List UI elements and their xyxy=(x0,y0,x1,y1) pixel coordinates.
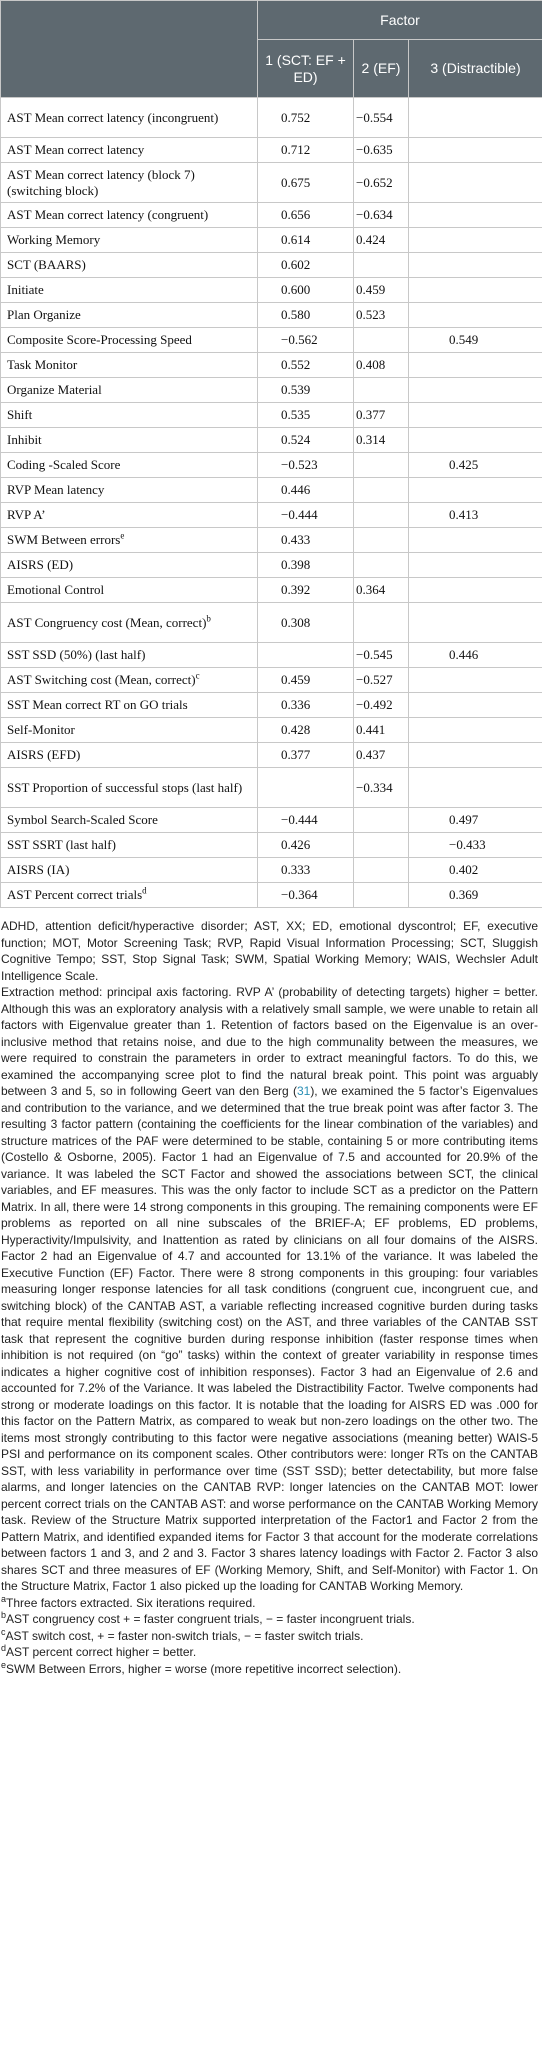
footnote xyxy=(1,1661,538,1678)
footnote-text: AST percent correct higher = better. xyxy=(6,1645,197,1659)
loading-factor-2: −0.527 xyxy=(354,668,409,693)
table-header xyxy=(1,1,542,98)
footnote-mark: b xyxy=(1,1610,7,1620)
row-label xyxy=(1,858,258,883)
loading-factor-2 xyxy=(354,603,409,643)
loading-factor-3: 0.497 xyxy=(409,808,542,833)
loading-factor-2: −0.334 xyxy=(354,768,409,808)
row-label-text: Working Memory xyxy=(7,232,101,247)
loading-factor-2 xyxy=(354,453,409,478)
row-label-text: AISRS (ED) xyxy=(7,557,74,572)
loading-factor-3 xyxy=(409,553,542,578)
row-label xyxy=(1,303,258,328)
loading-factor-2: −0.635 xyxy=(354,138,409,163)
loading-factor-3 xyxy=(409,278,542,303)
table-row xyxy=(1,743,542,768)
table-row xyxy=(1,833,542,858)
row-label xyxy=(1,883,258,908)
loading-factor-1: 0.377 xyxy=(258,743,354,768)
row-label xyxy=(1,253,258,278)
row-label-text: SST Mean correct RT on GO trials xyxy=(7,697,188,712)
table-row xyxy=(1,528,542,553)
loading-factor-1 xyxy=(258,768,354,808)
footnote-marker: d xyxy=(142,885,147,896)
loading-factor-3: 0.425 xyxy=(409,453,542,478)
table-row xyxy=(1,163,542,203)
loading-factor-2 xyxy=(354,378,409,403)
footnote-text: SWM Between Errors, higher = worse (more repetitive incorrect selection). xyxy=(6,1661,402,1676)
loading-factor-1: 0.428 xyxy=(258,718,354,743)
loading-factor-3: 0.402 xyxy=(409,858,542,883)
header-factor-1: 1 (SCT: EF + ED) xyxy=(258,40,354,98)
loading-factor-2: 0.314 xyxy=(354,428,409,453)
loading-factor-3 xyxy=(409,768,542,808)
footnote-mark: d xyxy=(1,1643,7,1653)
loading-factor-2: −0.492 xyxy=(354,693,409,718)
loading-factor-2: −0.634 xyxy=(354,203,409,228)
loading-factor-3 xyxy=(409,578,542,603)
loading-factor-1: 0.535 xyxy=(258,403,354,428)
loading-factor-2: 0.408 xyxy=(354,353,409,378)
loading-factor-3 xyxy=(409,743,542,768)
table-row xyxy=(1,138,542,163)
loading-factor-3 xyxy=(409,668,542,693)
loading-factor-3: 0.446 xyxy=(409,643,542,668)
loading-factor-1: −0.562 xyxy=(258,328,354,353)
loading-factor-2 xyxy=(354,253,409,278)
loading-factor-1: −0.523 xyxy=(258,453,354,478)
table-row xyxy=(1,328,542,353)
row-label-text: AISRS (IA) xyxy=(7,862,70,877)
loading-factor-2: 0.377 xyxy=(354,403,409,428)
table-row xyxy=(1,253,542,278)
table-row xyxy=(1,883,542,908)
row-label xyxy=(1,603,258,643)
loading-factor-1: 0.614 xyxy=(258,228,354,253)
footnote-mark: e xyxy=(1,1659,7,1670)
row-label xyxy=(1,643,258,668)
table-row xyxy=(1,503,542,528)
row-label xyxy=(1,718,258,743)
footnote-text: AST switch cost, + = faster non-switch trials, − = faster switch trials. xyxy=(5,1628,364,1643)
loading-factor-2: 0.523 xyxy=(354,303,409,328)
method-note-part-1: Extraction method: principal axis factoring. RVP A’ (probability of detecting targets) higher = better. Although this was an exploratory analysis with a relatively small sample, we were unable to retain all factors with Eigenvalue greater than 1. Retention of factors based on the Eigenvalue is an over-inclusive method that retains noise, and due to the high communality between the measures, we were required to constrain the parameters in order to extract meaningful factors. To do this, we examined the accompanying scree plot to find the natural break point. This point was arguably between 3 and 5, so in following Geert van den Berg ( xyxy=(1,985,538,1098)
loading-factor-1: 0.580 xyxy=(258,303,354,328)
row-label-text: Organize Material xyxy=(7,382,102,397)
row-label-text: RVP A’ xyxy=(7,507,46,522)
row-label xyxy=(1,163,258,203)
table-row xyxy=(1,478,542,503)
loading-factor-1: 0.675 xyxy=(258,163,354,203)
loading-factor-3 xyxy=(409,253,542,278)
row-label xyxy=(1,478,258,503)
row-label xyxy=(1,378,258,403)
table-row xyxy=(1,693,542,718)
header-blank-cell xyxy=(1,1,258,98)
row-label-text: Composite Score-Processing Speed xyxy=(7,332,192,347)
row-label xyxy=(1,278,258,303)
loading-factor-3 xyxy=(409,228,542,253)
loading-factor-3 xyxy=(409,693,542,718)
table-row xyxy=(1,228,542,253)
abbreviations-note: ADHD, attention deficit/hyperactive disorder; AST, XX; ED, emotional dyscontrol; EF, executive function; MOT, Motor Screening Task; RVP, Rapid Visual Information Processing; SCT, Sluggish Cognitive Tempo; SST, Stop Signal Task; SWM, Spatial Working Memory; WAIS, Wechsler Adult Intelligence Scale. xyxy=(1,919,538,983)
row-label-text: Inhibit xyxy=(7,432,42,447)
row-label-text: RVP Mean latency xyxy=(7,482,105,497)
row-label xyxy=(1,768,258,808)
loading-factor-3 xyxy=(409,138,542,163)
table-row xyxy=(1,378,542,403)
row-label-text: AST Switching cost (Mean, correct) xyxy=(7,672,196,687)
loading-factor-3: −0.433 xyxy=(409,833,542,858)
loading-factor-2: 0.437 xyxy=(354,743,409,768)
loading-factor-3: 0.413 xyxy=(409,503,542,528)
loading-factor-3 xyxy=(409,203,542,228)
row-label-text: SST SSRT (last half) xyxy=(7,837,116,852)
footnote-text: Three factors extracted. Six iterations required. xyxy=(6,1595,256,1610)
loading-factor-3 xyxy=(409,603,542,643)
method-note xyxy=(1,984,538,1595)
row-label-text: Initiate xyxy=(7,282,44,297)
header-factor-group: Factor xyxy=(258,1,542,40)
loading-factor-1: −0.444 xyxy=(258,808,354,833)
row-label-text: Shift xyxy=(7,407,33,422)
loading-factor-3 xyxy=(409,478,542,503)
loading-factor-3 xyxy=(409,303,542,328)
loading-factor-1: 0.336 xyxy=(258,693,354,718)
table-row xyxy=(1,668,542,693)
table-row xyxy=(1,718,542,743)
loading-factor-2: −0.652 xyxy=(354,163,409,203)
table-row xyxy=(1,403,542,428)
table-row xyxy=(1,453,542,478)
loading-factor-2 xyxy=(354,478,409,503)
row-label xyxy=(1,833,258,858)
table-row xyxy=(1,428,542,453)
row-label xyxy=(1,98,258,138)
table-row xyxy=(1,578,542,603)
loading-factor-3: 0.369 xyxy=(409,883,542,908)
loading-factor-3 xyxy=(409,353,542,378)
row-label-text: AST Percent correct trials xyxy=(7,887,143,902)
table-row xyxy=(1,353,542,378)
footnote xyxy=(1,1644,538,1661)
row-label-text: AST Mean correct latency xyxy=(7,142,145,157)
factor-loading-table xyxy=(0,0,542,908)
table-row xyxy=(1,98,542,138)
loading-factor-1: 0.524 xyxy=(258,428,354,453)
table-row xyxy=(1,858,542,883)
row-label-text: AST Mean correct latency (block 7) (switching block) xyxy=(7,166,195,198)
loading-factor-1: 0.433 xyxy=(258,528,354,553)
row-label-text: SST Proportion of successful stops (last half) xyxy=(7,779,243,795)
row-label-text: SCT (BAARS) xyxy=(7,257,86,272)
row-label xyxy=(1,403,258,428)
footnote xyxy=(1,1611,538,1628)
row-label xyxy=(1,228,258,253)
loading-factor-1 xyxy=(258,643,354,668)
table-row xyxy=(1,553,542,578)
table-row xyxy=(1,768,542,808)
loading-factor-2: 0.441 xyxy=(354,718,409,743)
row-label-text: Coding -Scaled Score xyxy=(7,457,121,472)
loading-factor-2: 0.424 xyxy=(354,228,409,253)
method-note-part-2: ), we examined the 5 factor’s Eigenvalues and contribution to the variance, and we determined that the true break point was after factor 3. The resulting 3 factor pattern (containing the coefficients for the linear combination of the variables) and structure matrices of the PAF were determined to be stable, containing 5 or more contributing items (Costello & Osborne, 2005). Factor 1 had an Eigenvalue of 7.5 and accounted for 20.9% of the variance. It was labeled the SCT Factor and showed the associations between SCT, the clinical variables, and EF measures. This was the only factor to include SCT as a predictor on the Pattern Matrix. In all, there were 14 strong components in this grouping. The remaining components were EF problems as reported on all nine subscales of the BRIEF-A; EF problems, ED problems, Hyperactivity/Impulsivity, and Inattention as rated by clinicians on all four domains of the AISRS. Factor 2 had an Eigenvalue of 4.7 and accounted for 13.1% of the variance. It was labeled the Executive Function (EF) Factor. There were 8 strong components in this grouping: four variables measuring longer response latencies for all task conditions (congruent cue, incongruent cue, and switching block) of the CANTAB AST, a variable reflecting increased cognitive burden during tasks that require mental flexibility (switching cost) on the AST, and three variables of the CANTAB SST task that represent the cognitive burden during response inhibition (faster response times when inhibition is not required (on “go” tasks) within the context of greater variability in response times indicates a higher cognitive cost of inhibition responses). Factor 3 had an Eigenvalue of 2.6 and accounted for 7.2% of the Variance. It was labeled the Distractibility Factor. Twelve components had strong or moderate loadings on this factor. It is notable that the loading for AISRS ED was .000 for this factor on the Pattern Matrix, as compared to weak but non-zero loadings on the other two. The items most strongly contributing to this factor were negative associations (meaning better) WAIS-5 PSI and performance on its component scales. Other contributors were: longer RTs on the CANTAB SST, with less variability in performance over time (SST SSD); better detectability, but more false alarms, and longer latencies on the CANTAB RVP: longer latencies on the CANTAB MOT: lower percent correct trials on the CANTAB AST: and worse performance on the CANTAB Working Memory task. Review of the Structure Matrix supported interpretation of the Factor1 and Factor 2 from the Pattern Matrix, and identified expanded items for Factor 3 that account for the moderate correlations between factors 1 and 3, and 2 and 3. Factor 3 shares latency loadings with Factor 2. Factor 3 also shares SCT and three measures of EF (Working Memory, Shift, and Self-Monitor) with Factor 1. On the Structure Matrix, Factor 1 also picked up the loading for CANTAB Working Memory. xyxy=(1,1084,538,1593)
row-label xyxy=(1,668,258,693)
table-row xyxy=(1,808,542,833)
row-label xyxy=(1,743,258,768)
table-notes xyxy=(0,908,542,1677)
loading-factor-1: 0.426 xyxy=(258,833,354,858)
row-label xyxy=(1,328,258,353)
footnote-text: AST congruency cost + = faster congruent trials, − = faster incongruent trials. xyxy=(6,1612,415,1626)
row-label-text: AISRS (EFD) xyxy=(7,747,81,762)
table-row xyxy=(1,303,542,328)
header-factor-2: 2 (EF) xyxy=(354,40,409,98)
row-label-text: Plan Organize xyxy=(7,307,81,322)
table-row xyxy=(1,603,542,643)
footnote xyxy=(1,1628,538,1645)
row-label xyxy=(1,578,258,603)
row-label xyxy=(1,428,258,453)
loading-factor-2 xyxy=(354,808,409,833)
loading-factor-3 xyxy=(409,528,542,553)
table-row xyxy=(1,203,542,228)
loading-factor-1: 0.446 xyxy=(258,478,354,503)
row-label xyxy=(1,203,258,228)
row-label-text: SST SSD (50%) (last half) xyxy=(7,647,146,662)
row-label-text: Self-Monitor xyxy=(7,722,75,737)
loading-factor-3 xyxy=(409,378,542,403)
table-row xyxy=(1,643,542,668)
loading-factor-1: 0.600 xyxy=(258,278,354,303)
loading-factor-1: 0.712 xyxy=(258,138,354,163)
row-label-text: AST Mean correct latency (congruent) xyxy=(7,207,209,222)
row-label xyxy=(1,808,258,833)
loading-factor-3 xyxy=(409,163,542,203)
loading-factor-2 xyxy=(354,553,409,578)
row-label xyxy=(1,453,258,478)
loading-factor-1: 0.392 xyxy=(258,578,354,603)
row-label-text: Task Monitor xyxy=(7,357,78,372)
row-label xyxy=(1,138,258,163)
footnote-marker: e xyxy=(120,530,125,541)
row-label-text: AST Mean correct latency (incongruent) xyxy=(7,109,219,125)
footnote-mark: c xyxy=(1,1626,6,1637)
loading-factor-3: 0.549 xyxy=(409,328,542,353)
loading-factor-2: 0.459 xyxy=(354,278,409,303)
loading-factor-2: −0.554 xyxy=(354,98,409,138)
loading-factor-1: 0.459 xyxy=(258,668,354,693)
row-label-text: Emotional Control xyxy=(7,582,105,597)
row-label xyxy=(1,353,258,378)
loading-factor-1: 0.752 xyxy=(258,98,354,138)
loading-factor-1: 0.656 xyxy=(258,203,354,228)
loading-factor-1: 0.308 xyxy=(258,603,354,643)
row-label xyxy=(1,553,258,578)
loading-factor-2: −0.545 xyxy=(354,643,409,668)
header-factor-3: 3 (Distractible) xyxy=(409,40,542,98)
loading-factor-1: −0.364 xyxy=(258,883,354,908)
footnote-mark: a xyxy=(1,1593,7,1604)
table-row xyxy=(1,278,542,303)
loading-factor-3 xyxy=(409,428,542,453)
row-label xyxy=(1,693,258,718)
row-label-text: AST Congruency cost (Mean, correct) xyxy=(7,614,207,630)
loading-factor-2 xyxy=(354,858,409,883)
loading-factor-2 xyxy=(354,528,409,553)
loading-factor-1: 0.552 xyxy=(258,353,354,378)
footnote-marker: b xyxy=(206,613,211,624)
row-label xyxy=(1,528,258,553)
row-label xyxy=(1,503,258,528)
loading-factor-2 xyxy=(354,833,409,858)
citation-link[interactable]: 31 xyxy=(296,1084,311,1098)
row-label-text: Symbol Search-Scaled Score xyxy=(7,812,158,827)
loading-factor-3 xyxy=(409,403,542,428)
loading-factor-1: 0.398 xyxy=(258,553,354,578)
loading-factor-3 xyxy=(409,98,542,138)
footnote-marker: c xyxy=(195,670,200,681)
loading-factor-2 xyxy=(354,328,409,353)
footnote xyxy=(1,1595,538,1612)
loading-factor-2: 0.364 xyxy=(354,578,409,603)
loading-factor-2 xyxy=(354,883,409,908)
loading-factor-2 xyxy=(354,503,409,528)
loading-factor-1: −0.444 xyxy=(258,503,354,528)
table-body xyxy=(1,98,542,908)
footnotes xyxy=(1,1595,538,1678)
loading-factor-3 xyxy=(409,718,542,743)
loading-factor-1: 0.602 xyxy=(258,253,354,278)
loading-factor-1: 0.539 xyxy=(258,378,354,403)
loading-factor-1: 0.333 xyxy=(258,858,354,883)
row-label-text: SWM Between errors xyxy=(7,532,121,547)
